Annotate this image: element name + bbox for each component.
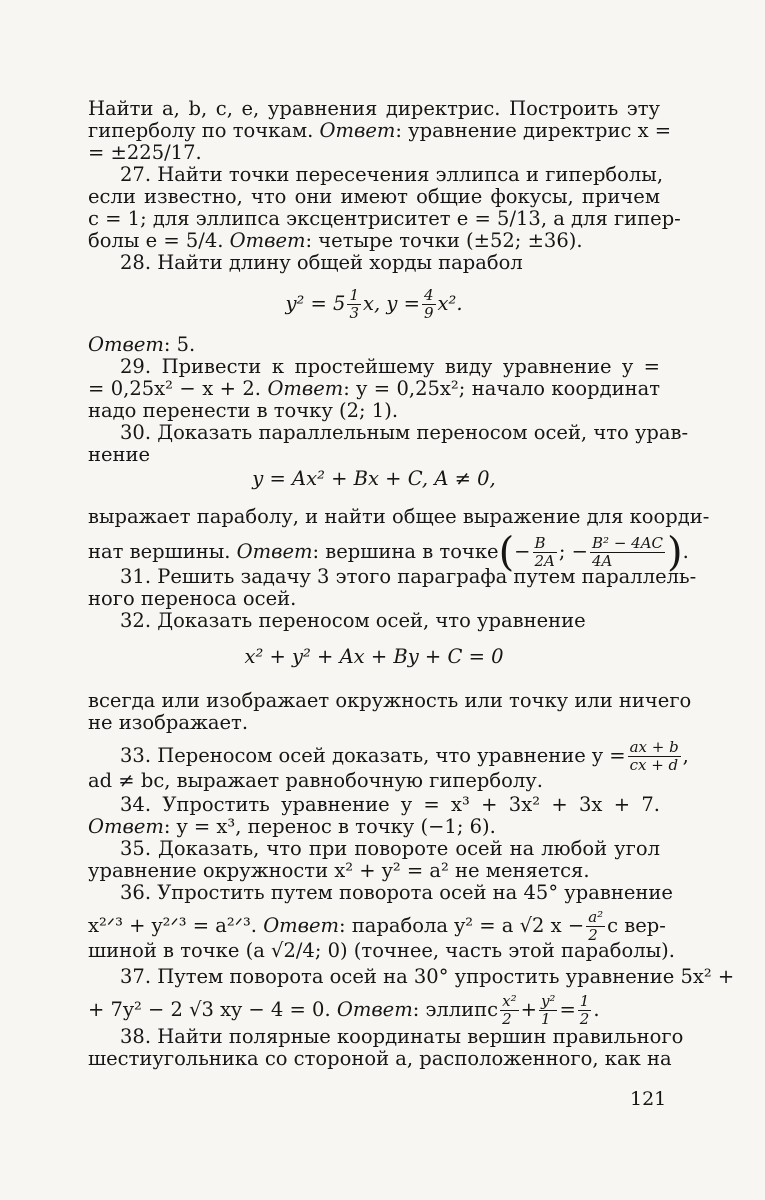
fraction bbox=[578, 994, 592, 1027]
text-span: x²ᐟ³ + y²ᐟ³ = a²ᐟ³. bbox=[88, 914, 264, 937]
text-line bbox=[88, 816, 660, 838]
denominator: 1 bbox=[540, 1010, 551, 1028]
problem-27-line: 27. Найти точки пересечения эллипса и гиперболы, bbox=[120, 163, 664, 186]
formula-28 bbox=[88, 288, 660, 321]
text-line: Найти a, b, c, e, уравнения директрис. Построить эту bbox=[88, 97, 660, 120]
problem-30-line: 30. Доказать параллельным переносом осей, что урав- bbox=[120, 421, 689, 444]
text-span: : 5. bbox=[163, 333, 196, 356]
left-paren: ( bbox=[498, 529, 515, 576]
problem-34-line: 34. Упростить уравнение y = x³ + 3x² + 3x + 7. bbox=[120, 793, 660, 816]
answer-label: Ответ bbox=[336, 998, 413, 1021]
numerator: x² bbox=[502, 992, 517, 1010]
denominator: 3 bbox=[349, 304, 359, 322]
numerator: y² bbox=[540, 992, 556, 1010]
text-span: болы e = 5/4. bbox=[88, 229, 230, 252]
page-number: 121 bbox=[630, 1088, 667, 1110]
formula-part: y² = 5 bbox=[285, 292, 346, 315]
text-line: не изображает. bbox=[88, 711, 249, 734]
text-line bbox=[88, 230, 660, 252]
problem-33-line: 33. Переносом осей доказать, что уравнение y = $\frac{ax + b}{cx + d}$ , bbox=[120, 738, 689, 774]
text-span: : y = 0,25x²; начало координат bbox=[343, 377, 660, 400]
formula-32: x² + y² + Ax + By + C = 0 bbox=[244, 645, 504, 668]
problem-37-line: 37. Путем поворота осей на 30° упростить уравнение 5x² + bbox=[120, 965, 735, 988]
denominator: 4A bbox=[592, 552, 613, 570]
text-line: если известно, что они имеют общие фокусы, причем bbox=[88, 185, 660, 208]
text-span: нат вершины. bbox=[88, 540, 237, 563]
fraction bbox=[500, 994, 518, 1027]
text-line: нение bbox=[88, 443, 151, 466]
answer-label: Ответ bbox=[229, 229, 306, 252]
text-line: шестиугольника со стороной a, расположенного, как на bbox=[88, 1047, 672, 1070]
answer-label: Ответ bbox=[88, 815, 164, 838]
text-line: уравнение окружности x² + y² = a² не меняется. bbox=[88, 859, 590, 882]
formula-30: y = Ax² + Bx + C, A ≠ 0, bbox=[252, 467, 496, 490]
text-span: : эллипс bbox=[412, 998, 499, 1021]
text-span: : парабола y² = a √2 x − bbox=[339, 914, 585, 937]
formula-part: x, y = bbox=[363, 292, 420, 315]
problem-36-line: 36. Упростить путем поворота осей на 45° уравнение bbox=[120, 881, 673, 904]
problem-32-line: 32. Доказать переносом осей, что уравнение bbox=[120, 609, 586, 632]
problem-29-line: 29. Привести к простейшему виду уравнение y = bbox=[120, 355, 660, 378]
numerator: 4 bbox=[423, 286, 434, 304]
text-span: 33. Переносом осей доказать, что уравнение y = bbox=[120, 744, 626, 767]
text-line: ного переноса осей. bbox=[88, 587, 297, 610]
text-span: + 7y² − 2 √3 xy − 4 = 0. bbox=[88, 998, 337, 1021]
problem-31-line: 31. Решить задачу 3 этого параграфа путем параллель- bbox=[120, 565, 697, 588]
fraction bbox=[539, 994, 558, 1027]
fraction bbox=[628, 740, 681, 773]
text-line: c = 1; для эллипса эксцентриситет e = 5/13, а для гипер- bbox=[88, 207, 681, 230]
problem-28-line: 28. Найти длину общей хорды парабол bbox=[120, 251, 523, 274]
text-span: : четыре точки (±52; ±36). bbox=[305, 229, 583, 252]
text-line bbox=[88, 334, 660, 356]
denominator: 2 bbox=[502, 1010, 512, 1028]
denominator: 9 bbox=[423, 304, 434, 322]
text-span: : уравнение директрис x = bbox=[395, 119, 672, 142]
text-line: выражает параболу, и найти общее выражение для коорди- bbox=[88, 505, 710, 528]
answer-label: Ответ bbox=[263, 914, 340, 937]
text-line: = ±225/17. bbox=[88, 141, 202, 164]
numerator: 1 bbox=[349, 286, 359, 304]
text-line: + 7y² − 2 √3 xy − 4 = 0. Ответ: эллипс $\frac{\text{x²}}{2}$ + $\frac{\text{y²}}{1}$ = $\frac{1}{2}$ . bbox=[88, 992, 600, 1028]
numerator: a² bbox=[588, 908, 604, 926]
text-line: всегда или изображает окружность или точку или ничего bbox=[88, 689, 692, 712]
text-line bbox=[88, 378, 660, 400]
answer-label: Ответ bbox=[267, 377, 344, 400]
text-span: : y = x³, перенос в точку (−1; 6). bbox=[163, 815, 496, 838]
text-span: с вер- bbox=[607, 914, 666, 937]
text-line bbox=[88, 119, 672, 142]
problem-38-line: 38. Найти полярные координаты вершин правильного bbox=[120, 1025, 684, 1048]
answer-label: Ответ bbox=[319, 119, 396, 142]
numerator: B² − 4AC bbox=[592, 534, 664, 552]
answer-label: Ответ bbox=[236, 540, 313, 563]
numerator: ax + b bbox=[629, 738, 679, 756]
right-paren: ) bbox=[667, 529, 683, 576]
text-span: гиперболу по точкам. bbox=[88, 119, 320, 142]
text-span: = 0,25x² − x + 2. bbox=[88, 377, 268, 400]
numerator: B bbox=[533, 536, 557, 553]
text-line: надо перенести в точку (2; 1). bbox=[88, 399, 399, 422]
text-span: : вершина в точке bbox=[312, 540, 499, 563]
text-line: ad ≠ bc, выражает равнобочную гиперболу. bbox=[88, 769, 543, 792]
formula-part: x². bbox=[437, 292, 463, 315]
denominator: 2 bbox=[588, 926, 598, 944]
text-line: шиной в точке (a √2/4; 0) (точнее, часть этой параболы). bbox=[88, 939, 675, 962]
denominator: cx + d bbox=[629, 756, 679, 774]
fraction bbox=[347, 288, 361, 321]
denominator: 2 bbox=[579, 1010, 590, 1028]
denominator: 2A bbox=[534, 552, 555, 570]
answer-label: Ответ bbox=[88, 333, 164, 356]
fraction bbox=[422, 288, 436, 321]
text-line: нат вершины. Ответ: вершина в точке(− $\frac{B}{2A}$ ; − $\frac{\text{B² − 4AC}}{4A}$ ). bbox=[88, 529, 689, 576]
problem-35-line: 35. Доказать, что при повороте осей на любой угол bbox=[120, 837, 660, 860]
numerator: 1 bbox=[579, 992, 590, 1010]
